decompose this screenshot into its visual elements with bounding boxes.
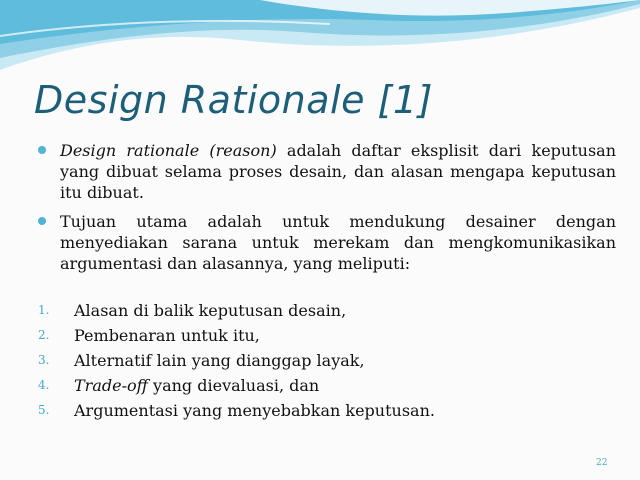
bullet-dot-icon [38, 146, 46, 154]
item-text: Alasan di balik keputusan desain, [74, 301, 347, 320]
item-text: Argumentasi yang menyebabkan keputusan. [74, 401, 435, 420]
item-number: 2. [38, 328, 50, 342]
bullet-item [38, 140, 616, 203]
item-text-rest: yang dievaluasi, dan [147, 376, 320, 395]
page-number: 22 [596, 458, 608, 468]
item-number: 4. [38, 378, 50, 392]
bullet-dot-icon [38, 217, 46, 225]
numbered-list [38, 301, 598, 426]
numbered-item [38, 401, 598, 426]
item-emphasis: Trade-off [74, 376, 148, 395]
bullet-text: Tujuan utama adalah untuk mendukung desainer dengan menyediakan sarana untuk merekam dan mengkomunikasikan argumentasi dan alasannya, yang meliputi: [60, 212, 616, 273]
item-number: 3. [38, 353, 50, 367]
numbered-item [38, 326, 598, 351]
item-text: Pembenaran untuk itu, [74, 326, 260, 345]
item-number: 5. [38, 403, 50, 417]
item-number: 1. [38, 303, 50, 317]
item-text: Alternatif lain yang dianggap layak, [74, 351, 365, 370]
bullet-list [38, 140, 616, 282]
numbered-item [38, 351, 598, 376]
bullet-emphasis: Design rationale (reason) [60, 141, 277, 160]
decorative-waves [0, 0, 640, 80]
numbered-item [38, 301, 598, 326]
slide-title: Design Rationale [1] [34, 78, 433, 122]
item-text [74, 376, 319, 395]
numbered-item [38, 376, 598, 401]
bullet-item [38, 211, 616, 274]
bullet-text: adalah daftar eksplisit dari keputusan yang dibuat selama proses desain, dan alasan mengapa keputusan itu dibuat. [60, 141, 616, 202]
